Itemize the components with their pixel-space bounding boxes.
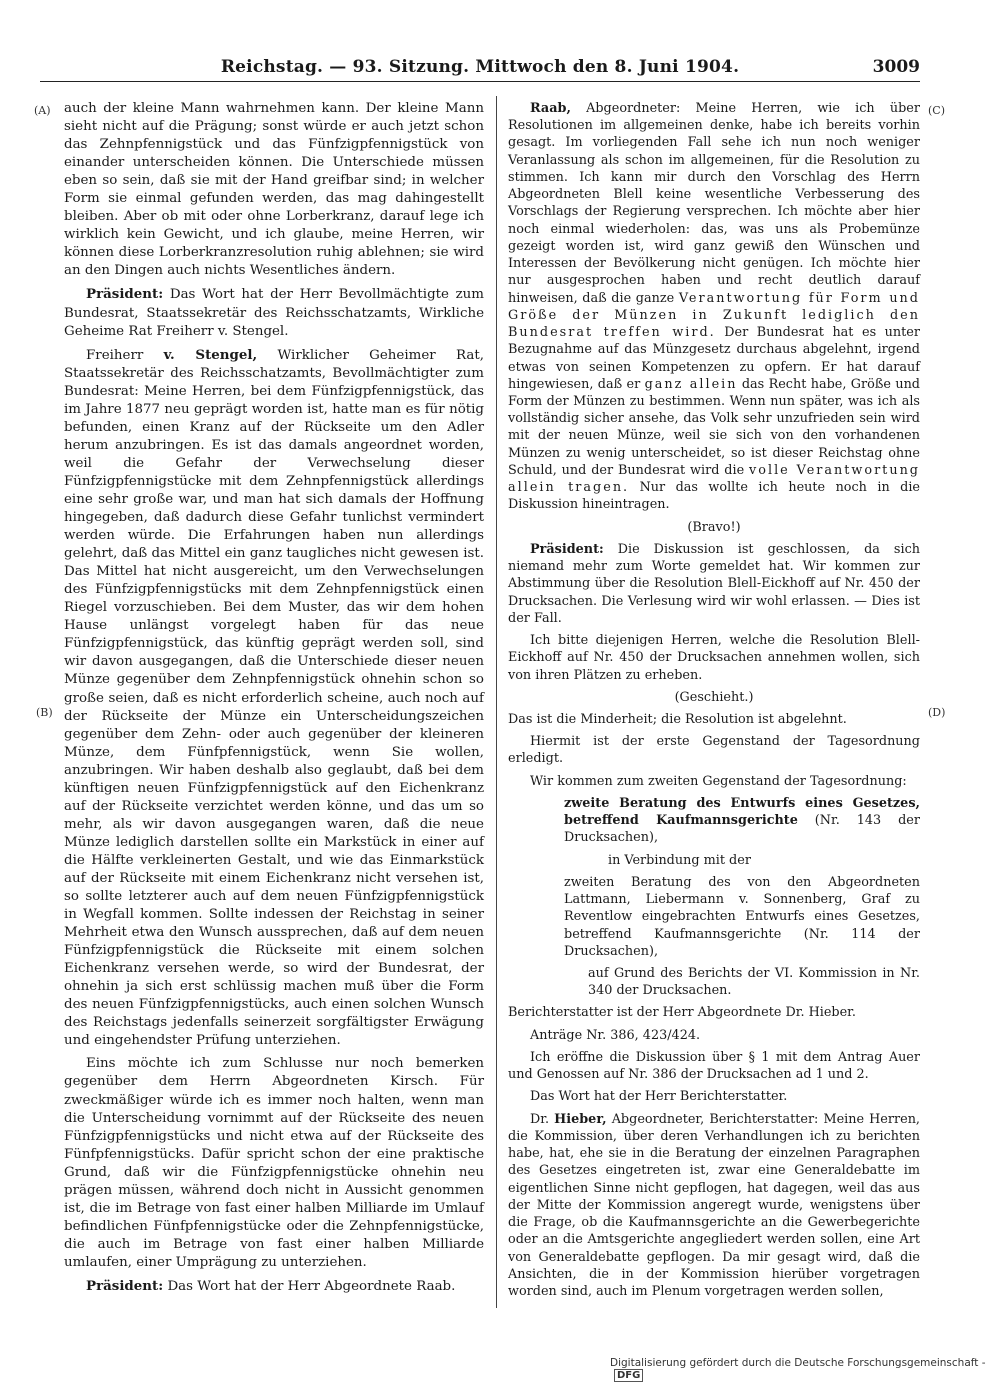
paragraph: Das Wort hat der Herr Berichterstatter. [530, 1089, 788, 1105]
agenda-title: zweite Beratung des Entwurfs eines Gesetzes, betreffend Kaufmannsgerichte [564, 795, 920, 829]
paragraph: Wir kommen zum zweiten Gegenstand der Tagesordnung: [530, 773, 907, 789]
paragraph: Eins möchte ich zum Schlusse nur noch bemerken gegenüber dem Herrn Abgeordneten Kirsch. Für zweckmäßiger würde ich es immer noch halten, wenn man die Unterscheidung vornimmt auf der Rückseite des neuen Fünfzigpfennigstücks und nicht etwa auf der Rückseite des Fünfpfennigstücks. Dafür spricht schon der eine praktische Grund, daß wir die Fünfzigpfennigstücke ohnehin neu prägen müssen, während doch nicht in Aussicht genommen ist, die im Betrage von fast einer halben Milliarde im Umlauf befindlichen Fünfpfennigstücke oder die Zehnpfennigstücke, die auch im Betrage von fast einer halben Milliarde umlaufen, einer Umprägung zu unterziehen. [64, 1056, 484, 1270]
footer-text: Digitalisierung gefördert durch die Deutsche Forschungsgemeinschaft - [610, 1357, 986, 1369]
speech-text: Freiherr [86, 347, 164, 363]
speech-text: Nur das wollte ich heute noch in die Diskussion hineintragen. [508, 480, 920, 513]
paragraph: Hiermit ist der erste Gegenstand der Tagesordnung erledigt. [508, 734, 920, 767]
speech-text: Abgeordneter, Berichterstatter: Meine Herren, die Kommission, über deren Verhandlungen ich zu berichten habe, hat, ehe sie in die Beratung der einzelnen Paragraphen des Gesetzes eingetreten ist, zwar eine Generaldebatte im eigentlichen Sinne nicht gepflogen, hat dagegen, weil das aus der Mitte der Kommission angeregt wurde, wenigstens über die Frage, ob die Kaufmannsgerichte an die Gewerbegerichte oder an die Amtsgerichte angegliedert werden sollen, eine Art von Generaldebatte gepflogen. Da mir gesagt wird, daß die Ansichten, die in der Kommission hierüber vorgetragen worden sind, auch im Plenum vorgetragen werden sollen, [508, 1111, 920, 1299]
paragraph: Ich bitte diejenigen Herren, welche die Resolution Blell-Eickhoff auf Nr. 450 der Drucksachen annehmen wollen, sich von ihren Plätzen zu erheben. [508, 633, 920, 683]
left-column [64, 100, 484, 1301]
speech-text: Abgeordneter: Meine Herren, wie ich über Resolutionen im allgemeinen denke, habe ich bereits vorhin gesagt. Im vorliegenden Fall sehe ich nun noch weniger Veranlassung als schon im allgemeinen, für die Resolution zu stimmen. Ich kann mir durch den Vorschlag des Herrn Abgeordneten Blell keine wesentliche Verbesserung des Vorschlags der Regierung versprechen. Ich möchte aber hier noch einmal wiederholen: das, was uns als Probemünze gezeigt worden ist, wird ganz gewiß den Wünschen und Interessen der Bevölkerung nicht genügen. Ich möchte hier nur ausgesprochen haben und recht deutlich darauf hinweisen, daß die ganze [508, 101, 920, 306]
agenda-text: (Nr. 143 der Drucksachen), [564, 813, 920, 846]
dfg-logo: DFG [614, 1369, 643, 1382]
interjection: (Bravo!) [687, 519, 741, 535]
paragraph [64, 346, 484, 1051]
digitization-footer [610, 1357, 1000, 1382]
speech-text: Wirklicher Geheimer Rat, Staatssekretär des Reichsschatzamts, Bevollmächtigter zum Bundesrat: Meine Herren, bei dem Fünfzigpfennigstück, das im Jahre 1877 neu geprägt worden ist, hatte man es für nötig befunden, einen Kranz auf der Rückseite um den Adler herum anzubringen. Es ist das damals angeordnet worden, weil die Gefahr der Verwechselung dieser Fünfzigpfennigstücke mit dem Zehnpfennigstück allerdings eine sehr große war, und man hat sich damals der Hoffnung hingegeben, daß dadurch diese Gefahr tunlichst vermindert werden würde. Die Erfahrungen haben nun allerdings gelehrt, daß das Mittel ein ganz taugliches nicht gewesen ist. Das Mittel hat nicht ausgereicht, um den Verwechselungen des Fünfzigpfennigstücks mit dem Zehnpfennigstück einen Riegel vorzuschieben. Bei dem Muster, das wir dem hohen Hause unlängst vorgelegt haben für das neue Fünfzigpfennigstück, das künftig geprägt werden soll, sind wir davon ausgegangen, daß die Unterschiede dieser neuen Münze gegenüber dem Zehnpfennigstück ohnehin schon so große seien, daß es nicht erforderlich scheine, auch noch auf der Rückseite der Münze ein Unterscheidungszeichen gegenüber dem Zehn- oder auch gegenüber der kleineren Münze, dem Fünfpfennigstück, wenn Sie wollen, anzubringen. Wir haben deshalb also geglaubt, daß bei dem künftigen neuen Fünfzigpfennigstück auf den Eichenkranz auf der Rückseite verzichtet werden könne, und das um so mehr, als wir davon ausgegangen waren, daß die neue Münze lediglich darstellen sollte ein Markstück in einer auf die Hälfte verkleinerten Gestalt, und wie das Einmarkstück auf der Rückseite mit einem Eichenkranz nicht versehen ist, so sollte letzterer auch auf dem neuen Fünfzigpfennigstück in Wegfall kommen. Sollte indessen der Reichstag in seiner Mehrheit etwa den Wunsch aussprechen, daß auf dem neuen Fünfzigpfennigstück die Rückseite mit einem solchen Eichenkranz versehen werde, so wird der Bundesrat, der ohnehin ja sich erst schlüssig machen muß über die Form des neuen Fünfzigpfennigstücks, auch einen solchen Wunsch des Reichstags jedenfalls seinerzeit sorgfältigster Erwägung und eingehendster Prüfung unterziehen. [64, 347, 484, 1049]
margin-marker-d: (D) [928, 706, 946, 719]
paragraph [508, 541, 920, 627]
paragraph [508, 1111, 920, 1301]
paragraph: Anträge Nr. 386, 423/424. [530, 1027, 701, 1043]
spaced-emphasis: ganz allein [644, 376, 738, 392]
speech-text: Das Wort hat der Herr Bevollmächtigte zum Bundesrat, Staatssekretär des Reichsschatzamts, Wirkliche Geheime Rat Freiherr v. Stengel. [64, 287, 484, 339]
right-column [508, 100, 920, 1305]
header-rule [40, 81, 920, 82]
agenda-connector: in Verbindung mit der [608, 852, 751, 868]
paragraph: Das ist die Minderheit; die Resolution ist abgelehnt. [508, 711, 847, 727]
paragraph [64, 285, 484, 340]
speaker-name: v. Stengel, [163, 346, 258, 363]
speech-text: Dr. [530, 1111, 555, 1127]
running-header [40, 57, 920, 79]
agenda-item: zweiten Beratung des von den Abgeordneten Lattmann, Liebermann v. Sonnenberg, Graf zu Reventlow eingebrachten Entwurfs eines Gesetzes, betreffend Kaufmannsgerichte (Nr. 114 der Drucksachen), [564, 874, 920, 959]
spaced-emphasis: Verantwortung für Form und Größe der Münzen in Zukunft lediglich den Bundesrat treffen wird. [508, 290, 920, 341]
column-divider [496, 96, 497, 1308]
speaker-name: Präsident: [530, 541, 604, 557]
speech-text: Das Wort hat der Herr Abgeordnete Raab. [163, 1279, 456, 1294]
paragraph: auch der kleine Mann wahrnehmen kann. Der kleine Mann sieht nicht auf die Prägung; sonst würde er auch jetzt schon das Zehnpfennigstück und das Fünfzigpfennigstück von einander unterscheiden können. Die Unterschiede müssen eben so sein, daß sie mit der Hand greifbar sind; in welcher Form sie einmal gefunden werden, das mag dahingestellt bleiben. Aber ob mit oder ohne Lorberkranz, darauf lege ich wirklich kein Gewicht, und ich glaube, meine Herren, wir können diese Lorberkranzresolution ruhig ablehnen; sie wird an den Dingen auch nichts Wesentliches ändern. [64, 101, 484, 279]
margin-marker-a: (A) [34, 104, 51, 117]
speech-text: Der Bundesrat hat es unter Bezugnahme auf das Münzgesetz durchaus abgelehnt, irgend etwas von seinen Kompetenzen zu opfern. Er hat darauf hingewiesen, daß er [508, 325, 920, 392]
margin-marker-c: (C) [928, 104, 945, 117]
agenda-item: auf Grund des Berichts der VI. Kommission in Nr. 340 der Drucksachen. [588, 966, 920, 999]
page-number: 3009 [872, 57, 920, 77]
paragraph: Ich eröffne die Diskussion über § 1 mit dem Antrag Auer und Genossen auf Nr. 386 der Drucksachen ad 1 und 2. [508, 1049, 920, 1083]
speech-text: das Recht habe, Größe und Form der Münzen zu bestimmen. Wenn nun später, was ich als vollständig sicher ansehe, das Volk sehr unzufrieden sein wird mit der neuen Münze, weil sie sich von den vorhandenen Münzen zu wenig unterscheidet, so ist dieser Reichstag ohne Schuld, und der Bundesrat wird die [508, 376, 920, 478]
speaker-name: Präsident: [86, 286, 164, 303]
speech-text: Die Diskussion ist geschlossen, da sich niemand mehr zum Worte gemeldet hat. Wir kommen zur Abstimmung über die Resolution Blell-Eickhoff auf Nr. 450 der Drucksachen. Die Verlesung wird wir wohl erlassen. — Dies ist der Fall. [508, 541, 920, 626]
paragraph: Berichterstatter ist der Herr Abgeordnete Dr. Hieber. [508, 1005, 856, 1021]
paragraph [508, 100, 920, 514]
speaker-name: Präsident: [86, 1278, 164, 1294]
page-title: Reichstag. — 93. Sitzung. Mittwoch den 8. Juni 1904. [220, 57, 740, 77]
spaced-emphasis: volle Verantwortung allein tragen. [508, 462, 921, 496]
agenda-item [564, 795, 920, 847]
margin-marker-b: (B) [36, 706, 53, 719]
paragraph [64, 1277, 484, 1296]
speaker-name: Raab, [530, 101, 571, 116]
speaker-name: Hieber, [554, 1111, 607, 1127]
interjection: (Geschieht.) [674, 689, 754, 705]
